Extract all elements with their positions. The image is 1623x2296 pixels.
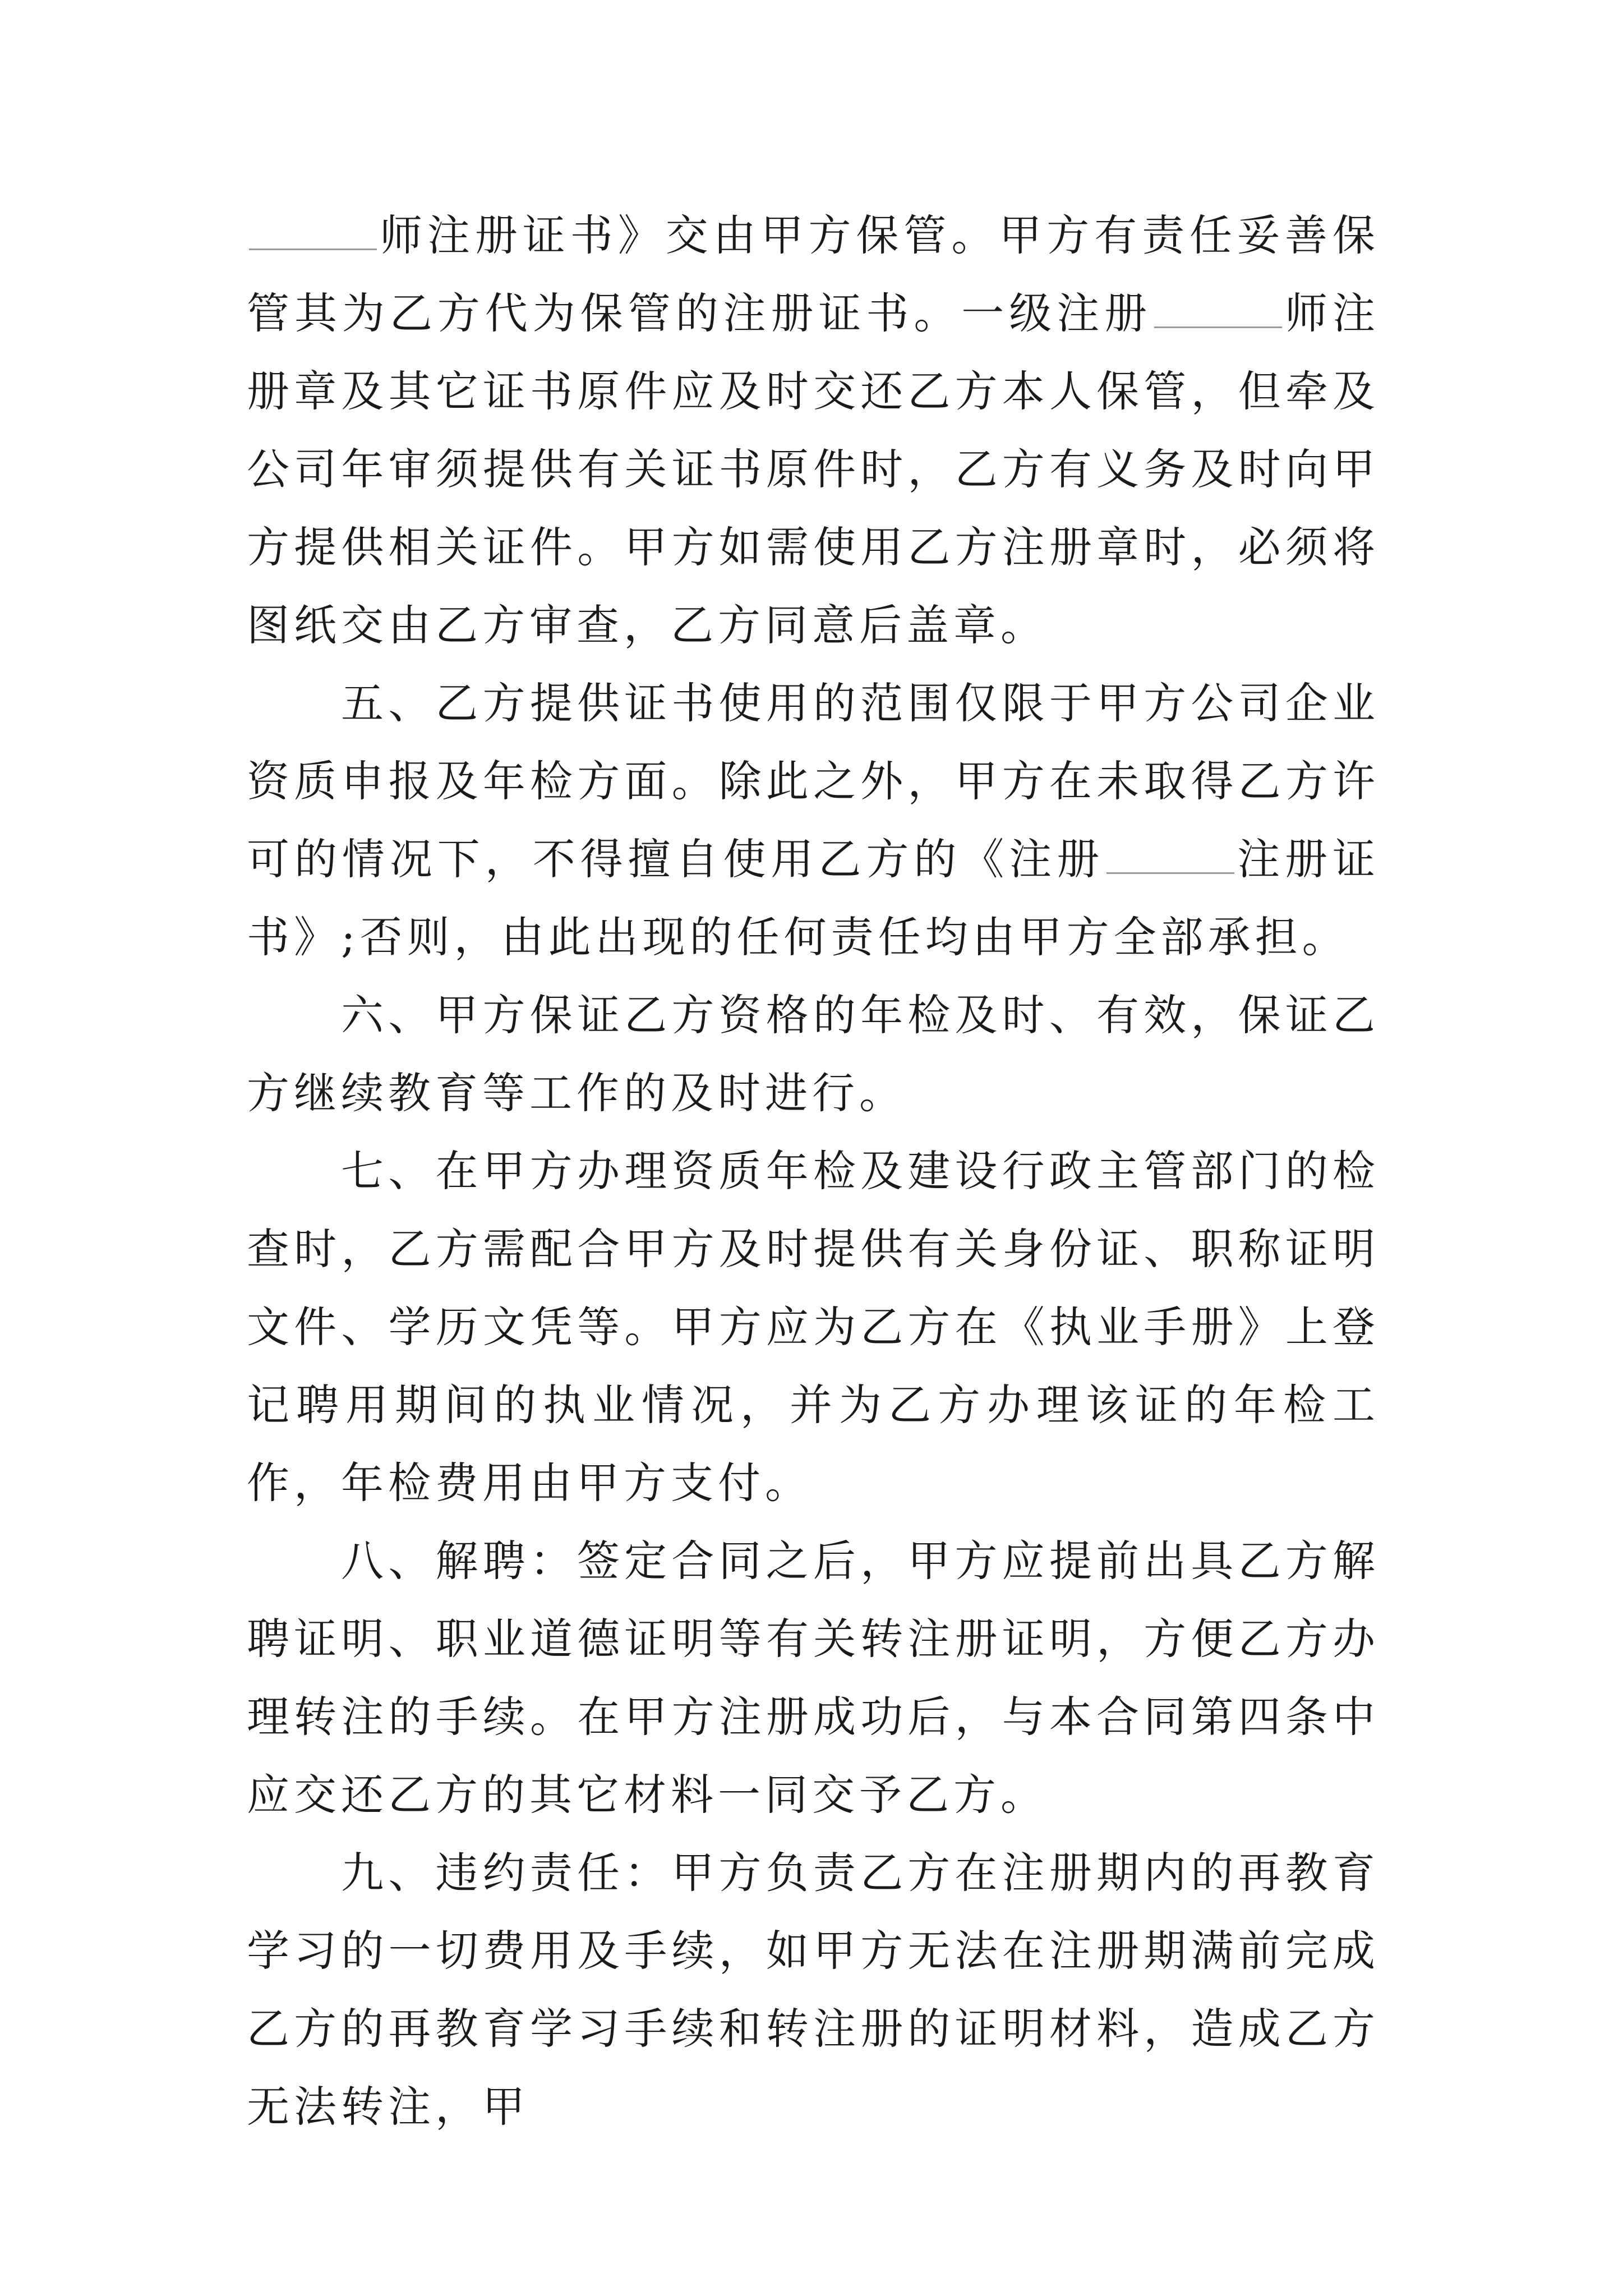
fill-in-blank xyxy=(1154,292,1282,328)
paragraph-text: 六、甲方保证乙方资格的年检及时、有效，保证乙方继续教育等工作的及时进行。 xyxy=(247,990,1380,1118)
paragraph-text: 七、在甲方办理资质年检及建设行政主管部门的检查时，乙方需配合甲方及时提供有关身份证、职称证明文件、学历文凭等。甲方应为乙方在《执业手册》上登记聘用期间的执业情况，并为乙方办理该证的年检工作，年检费用由甲方支付。 xyxy=(247,1146,1380,1508)
contract-body xyxy=(247,196,1380,2146)
paragraph-text: 八、解聘：签定合同之后，甲方应提前出具乙方解聘证明、职业道德证明等有关转注册证明，方便乙方办理转注的手续。在甲方注册成功后，与本合同第四条中应交还乙方的其它材料一同交予乙方。 xyxy=(247,1536,1380,1820)
paragraph-p7 xyxy=(247,1132,1380,1522)
paragraph-p9 xyxy=(247,1834,1380,2146)
paragraph-p5 xyxy=(247,664,1380,976)
paragraph-text: 五、乙方提供证书使用的范围仅限于甲方公司企业资质申报及年检方面。除此之外，甲方在未取得乙方许可的情况下，不得擅自使用乙方的《注册 xyxy=(247,678,1380,884)
paragraph-p4-cont xyxy=(247,196,1380,664)
paragraph-text: 九、违约责任：甲方负责乙方在注册期内的再教育学习的一切费用及手续，如甲方无法在注册期满前完成乙方的再教育学习手续和转注册的证明材料，造成乙方无法转注，甲 xyxy=(247,1848,1380,2132)
paragraph-text: 注册证书》;否则，由此出现的任何责任均由甲方全部承担。 xyxy=(247,834,1380,962)
paragraph-p6 xyxy=(247,976,1380,1132)
paragraph-text: 师注册章及其它证书原件应及时交还乙方本人保管，但牵及公司年审须提供有关证书原件时，乙方有义务及时向甲方提供相关证件。甲方如需使用乙方注册章时，必须将图纸交由乙方审查，乙方同意后盖章。 xyxy=(247,288,1380,650)
fill-in-blank xyxy=(1106,838,1234,874)
fill-in-blank xyxy=(249,214,377,250)
paragraph-text: 师注册证书》交由甲方保管。甲方有责任妥善保管其为乙方代为保管的注册证书。一级注册 xyxy=(247,210,1380,338)
paragraph-p8 xyxy=(247,1522,1380,1834)
